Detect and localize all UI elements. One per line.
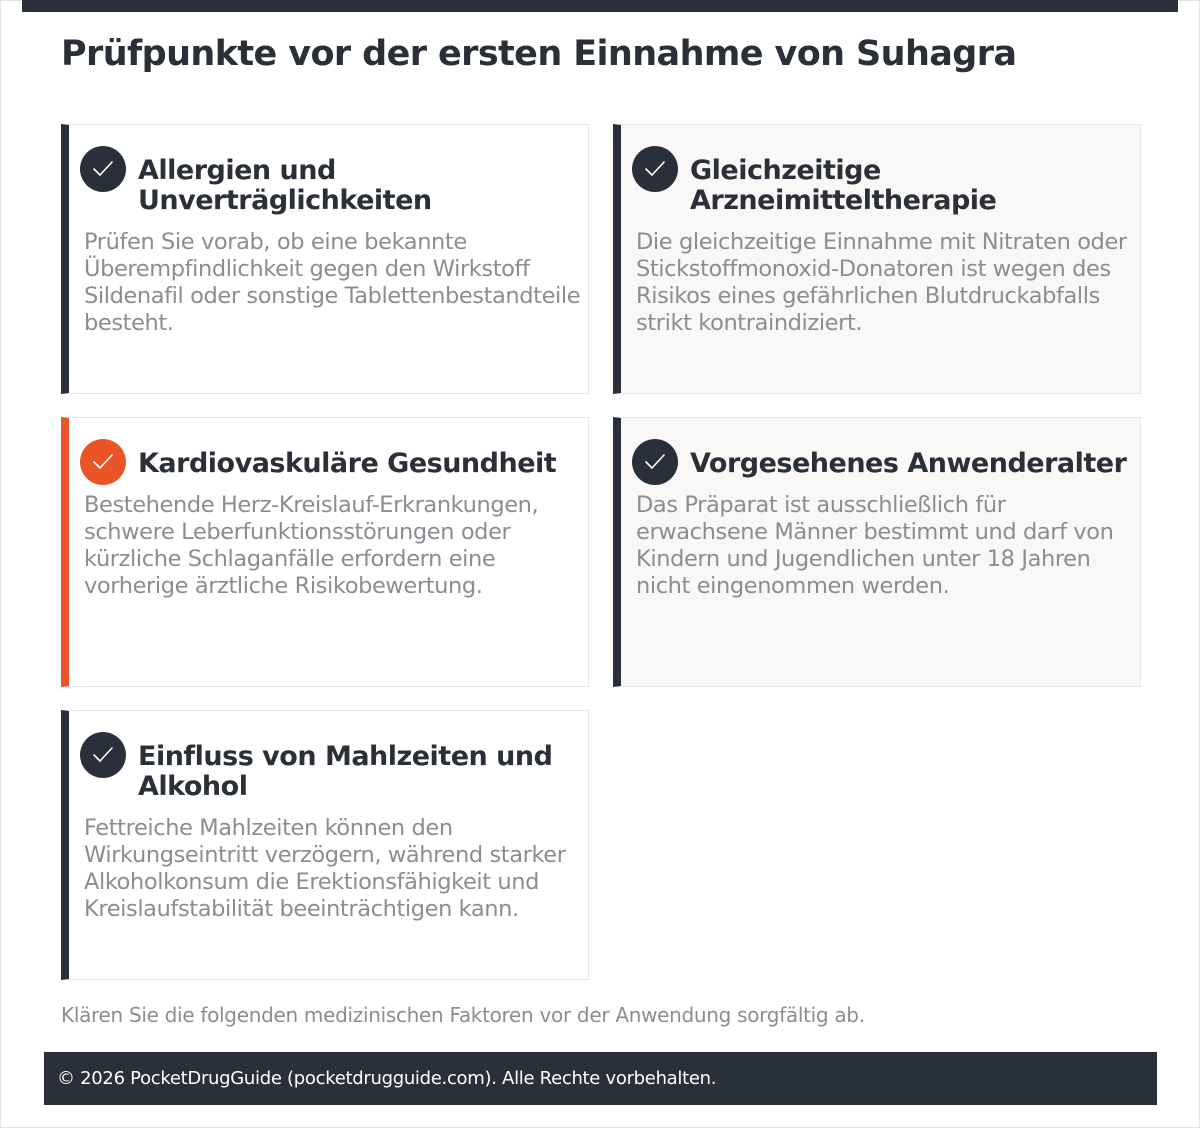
checkpoint-card-cardiovascular	[61, 417, 589, 687]
card-text: Prüfen Sie vorab, ob eine bekannte Überempfindlichkeit gegen den Wirkstoff Sildenafil oder sonstige Tablettenbestandteile besteht.	[84, 229, 581, 336]
card-text: Das Präparat ist ausschließlich für erwachsene Männer bestimmt und darf von Kindern und Jugendlichen unter 18 Jahren nicht eingenommen werden.	[636, 492, 1114, 599]
checkpoint-card-food-alcohol	[61, 710, 589, 980]
checkpoint-card-allergies	[61, 124, 589, 394]
check-icon	[80, 146, 126, 192]
card-title: Einfluss von Mahlzeiten und Alkohol	[138, 741, 553, 802]
card-text: Fettreiche Mahlzeiten können den Wirkungseintritt verzögern, während starker Alkoholkonsum die Erektionsfähigkeit und Kreislaufstabilität beeinträchtigen kann.	[84, 815, 566, 922]
card-title: Kardiovaskuläre Gesundheit	[138, 448, 557, 479]
page-title: Prüfpunkte vor der ersten Einnahme von Suhagra	[61, 34, 1017, 74]
check-icon	[80, 732, 126, 778]
footer-copyright: © 2026 PocketDrugGuide (pocketdrugguide.com). Alle Rechte vorbehalten.	[57, 1068, 717, 1089]
card-text: Bestehende Herz-Kreislauf-Erkrankungen, schwere Leberfunktionsstörungen oder kürzliche Schlaganfälle erfordern eine vorherige ärztliche Risikobewertung.	[84, 492, 539, 599]
check-icon	[80, 439, 126, 485]
card-title: Allergien und Unverträglichkeiten	[138, 155, 432, 216]
top-bar	[22, 0, 1178, 12]
check-icon	[632, 146, 678, 192]
card-text: Die gleichzeitige Einnahme mit Nitraten oder Stickstoffmonoxid-Donatoren ist wegen des Risikos eines gefährlichen Blutdruckabfalls strikt kontraindiziert.	[636, 229, 1127, 336]
card-title: Vorgesehenes Anwenderalter	[690, 448, 1127, 479]
card-title: Gleichzeitige Arzneimitteltherapie	[690, 155, 997, 216]
check-icon	[632, 439, 678, 485]
checkpoint-card-age	[613, 417, 1141, 687]
checkpoint-card-medication	[613, 124, 1141, 394]
instruction-note: Klären Sie die folgenden medizinischen Faktoren vor der Anwendung sorgfältig ab.	[61, 1003, 865, 1027]
footer	[44, 1052, 1157, 1105]
